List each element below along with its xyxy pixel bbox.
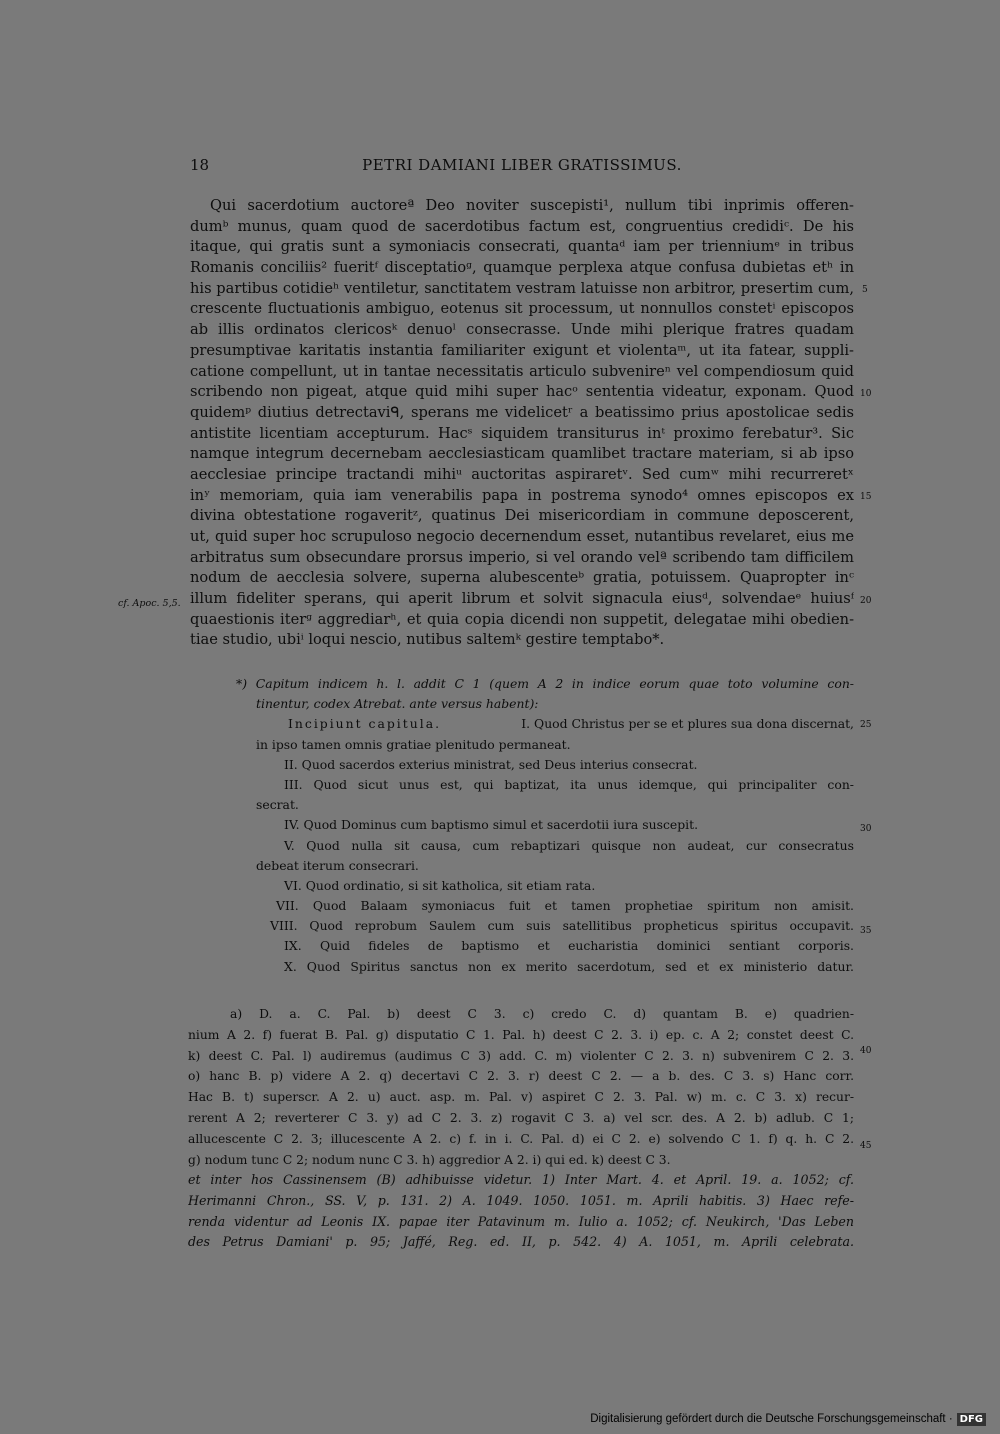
text-line: quidemᵖ diutius detrectaviᑫ, sperans me videlicetʳ a beatissimo prius apostolicae sedis	[190, 403, 854, 421]
variant-line: a) D. a. C. Pal. b) deest C 3. c) credo C. d) quantam B. e) quadrien-	[230, 1007, 854, 1021]
variant-line: nium A 2. f) fuerat B. Pal. g) disputatio C 1. Pal. h) deest C 2. 3. i) ep. c. A 2; constet deest C.	[188, 1027, 854, 1042]
chapter-item: III. Quod sicut unus est, qui baptizat, ita unus idemque, qui principaliter con-	[284, 776, 854, 792]
text-line: divina obtestatione rogaveritᶻ, quatinus Dei misericordiam in commune deposcerent,	[190, 507, 854, 525]
historical-notes	[188, 1170, 854, 1253]
text-line: inʸ memoriam, quia iam venerabilis papa in postrema synodo⁴ omnes episcopos ex	[190, 486, 854, 504]
margin-reference: cf. Apoc. 5,5.	[118, 598, 181, 609]
line-number: 45	[860, 1141, 872, 1151]
chapter-item: VI. Quod ordinatio, si sit katholica, sit etiam rata.	[284, 877, 596, 893]
line-number: 10	[860, 389, 872, 399]
footnote-chapter-index	[236, 674, 854, 977]
variant-line: Hac B. t) superscr. A 2. u) auct. asp. m. Pal. v) aspiret C 2. 3. Pal. w) m. c. C 3. x) recur-	[188, 1090, 854, 1105]
note-line: Herimanni Chron., SS. V, p. 131. 2) A. 1049. 1050. 1051. m. Aprili habitis. 3) Haec refe-	[188, 1192, 854, 1208]
text-line: quaestionis iterᵍ aggrediarʰ, et quia copia dicendi non suppetit, delegatae mihi obedien-	[190, 610, 854, 628]
text-line: Romanis conciliis² fueritᶠ disceptatioᵍ, quamque perplexa atque confusa dubietas etʰ in	[190, 259, 854, 277]
note-line: des Petrus Damiani' p. 95; Jaffé, Reg. ed. II, p. 542. 4) A. 1051, m. Aprili celebrata.	[188, 1234, 854, 1250]
variant-line: allucescente C 2. 3; illucescente A 2. c) f. in i. C. Pal. d) ei C 2. e) solvendo C 1. f) q. h. C 2.	[188, 1131, 854, 1146]
line-number: 5	[862, 285, 868, 295]
text-line: itaque, qui gratis sunt a symoniacis consecrati, quantaᵈ iam per trienniumᵉ in tribus	[190, 238, 854, 256]
variant-line: o) hanc B. p) videre A 2. q) decertavi C 2. 3. r) deest C 2. — a b. des. C 3. s) Hanc corr.	[188, 1069, 854, 1084]
line-number: 15	[860, 492, 872, 502]
critical-apparatus	[188, 1004, 854, 1170]
chapter-item: VII. Quod Balaam symoniacus fuit et tamen prophetiae spiritum non amisit.	[276, 898, 854, 914]
text-line: illum fideliter sperans, qui aperit librum et solvit signacula eiusᵈ, solvendaeᵉ huiusᶠ	[190, 590, 854, 608]
footnote-line: tinentur, codex Atrebat. ante versus habent):	[256, 696, 539, 712]
text-line: crescente fluctuationis ambiguo, eotenus sit processum, ut nonnullos constetⁱ episcopos	[190, 300, 854, 318]
incipiunt-label: Incipiunt capitula.	[288, 716, 442, 732]
note-line: et inter hos Cassinensem (B) adhibuisse videtur. 1) Inter Mart. 4. et April. 19. a. 1052; cf.	[188, 1172, 854, 1187]
line-number: 35	[860, 926, 872, 936]
text-line: scribendo non pigeat, atque quid mihi super hacᵒ sententia videatur, exponam. Quod	[190, 383, 854, 401]
chapter-item: secrat.	[256, 797, 299, 813]
chapter-item: II. Quod sacerdos exterius ministrat, sed Deus interius consecrat.	[284, 756, 698, 772]
text-line: ut, quid super hoc scrupuloso negocio decernendum esset, nutantibus revelaret, eius me	[190, 528, 854, 545]
text-line: presumptivae karitatis instantia familiariter exigunt et violentaᵐ, ut ita fatear, suppli-	[190, 341, 854, 359]
variant-line: k) deest C. Pal. l) audiremus (audimus C 3) add. C. m) violenter C 2. 3. n) subvenirem C 2. 3.	[188, 1048, 854, 1063]
text-line: catione compellunt, ut in tantae necessitatis articulo subvenireⁿ vel compendiosum quid	[190, 362, 854, 380]
line-number: 20	[860, 596, 872, 606]
text-line: arbitratus sum obsecundare prorsus imperio, si vel orando velª scribendo tam difficilem	[190, 548, 854, 566]
text-line: his partibus cotidieʰ ventiletur, sanctitatem vestram latuisse non arbitror, presertim cum,	[190, 279, 854, 297]
page-number: 18	[190, 156, 210, 174]
chapter-item: I. Quod Christus per se et plures sua dona discernat,	[521, 716, 854, 732]
footer-text: Digitalisierung gefördert durch die Deutsche Forschungsgemeinschaft ·	[590, 1413, 953, 1425]
running-header	[190, 156, 854, 178]
variant-line: g) nodum tunc C 2; nodum nunc C 3. h) aggredior A 2. i) qui ed. k) deest C 3.	[188, 1152, 671, 1167]
text-line: ab illis ordinatos clericosᵏ denuoˡ consecrasse. Unde mihi plerique fratres quadam	[190, 321, 854, 339]
page-title: PETRI DAMIANI LIBER GRATISSIMUS.	[362, 156, 682, 174]
funding-footer	[590, 1410, 986, 1428]
text-line: nodum de aecclesia solvere, superna alubescenteᵇ gratia, potuissem. Quapropter inᶜ	[190, 569, 854, 587]
footnote-line	[236, 714, 854, 734]
footnote-line: *) Capitum indicem h. l. addit C 1 (quem A 2 in indice eorum quae toto volumine con-	[236, 676, 854, 691]
chapter-item: X. Quod Spiritus sanctus non ex merito sacerdotum, sed et ex ministerio datur.	[284, 958, 854, 974]
text-line: aecclesiae principe tractandi mihiᵘ auctoritas aspiraretᵛ. Sed cumʷ mihi recurreretˣ	[190, 465, 854, 483]
note-line: renda videntur ad Leonis IX. papae iter Patavinum m. Iulio a. 1052; cf. Neukirch, 'Das Leben	[188, 1213, 854, 1229]
chapter-item: IX. Quid fideles de baptismo et eucharistia dominici sentiant corporis.	[284, 938, 854, 954]
line-number: 30	[860, 824, 872, 834]
line-number: 40	[860, 1046, 872, 1056]
dfg-logo: DFG	[957, 1413, 986, 1426]
text-line: tiae studio, ubiⁱ loqui nescio, nutibus saltemᵏ gestire temptabo*.	[190, 631, 665, 649]
text-line: namque integrum decernebam aecclesiasticam quamlibet tractare materiam, si ab ipso	[190, 445, 854, 463]
chapter-item: debeat iterum consecrari.	[256, 857, 419, 873]
text-line: Qui sacerdotium auctoreª Deo noviter suscepisti¹, nullum tibi inprimis offeren-	[210, 197, 854, 214]
text-line: dumᵇ munus, quam quod de sacerdotibus factum est, congruentius credidiᶜ. De his	[190, 217, 854, 235]
chapter-item: VIII. Quod reprobum Saulem cum suis satellitibus propheticus spiritus occupavit.	[270, 918, 854, 934]
footnote-line: in ipso tamen omnis gratiae plenitudo permaneat.	[256, 736, 571, 752]
variant-line: rerent A 2; reverterer C 3. y) ad C 2. 3. z) rogavit C 3. a) vel scr. des. A 2. b) adlub. C 1;	[188, 1110, 854, 1125]
main-text	[190, 196, 854, 651]
chapter-item: IV. Quod Dominus cum baptismo simul et sacerdotii iura suscepit.	[284, 817, 699, 833]
text-line: antistite licentiam accepturum. Hacˢ siquidem transiturus inᵗ proximo ferebatur³. Sic	[190, 424, 854, 442]
line-number: 25	[860, 720, 872, 730]
chapter-item: V. Quod nulla sit causa, cum rebaptizari quisque non audeat, cur consecratus	[284, 837, 854, 853]
